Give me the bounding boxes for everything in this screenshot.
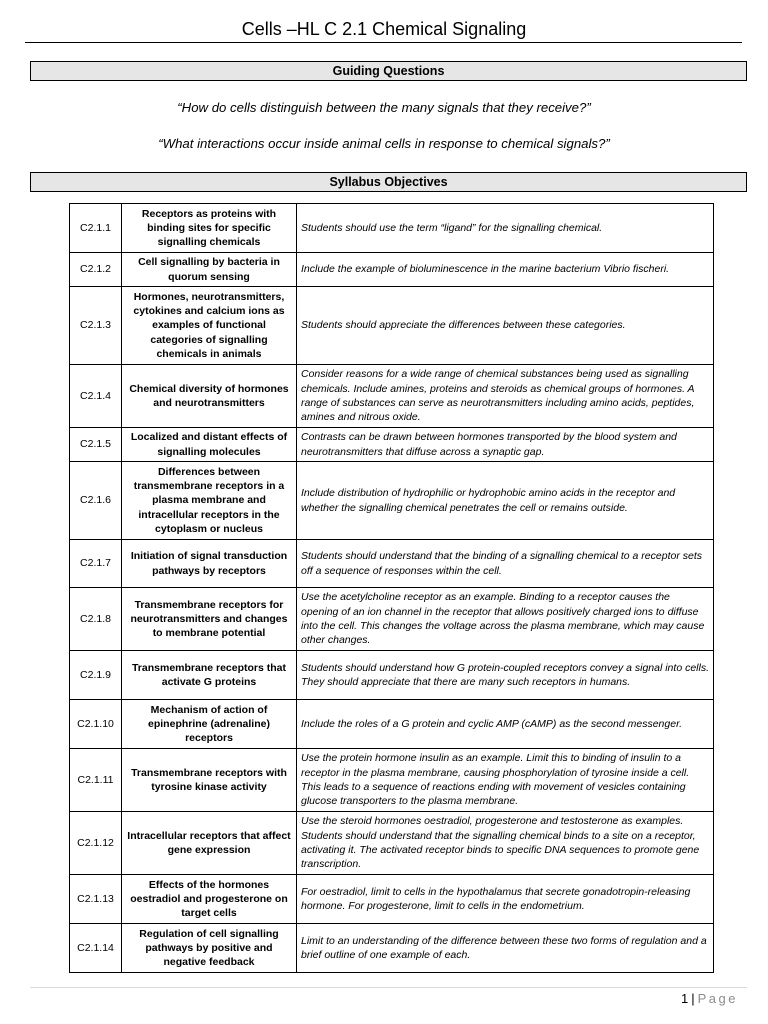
objective-topic: Initiation of signal transduction pathways by receptors bbox=[122, 540, 297, 588]
table-row bbox=[70, 204, 714, 253]
table-row bbox=[70, 875, 714, 924]
objective-code: C2.1.1 bbox=[70, 204, 122, 253]
objective-guidance: Use the protein hormone insulin as an example. Limit this to binding of insulin to a receptor in the plasma membrane, causing phosphorylation of tyrosine inside a cell. This leads to a sequence of reactions ending with movement of vesicles containing glucose transporters to the plasma membrane. bbox=[297, 749, 714, 812]
objective-topic: Regulation of cell signalling pathways by positive and negative feedback bbox=[122, 924, 297, 973]
document-title: Cells –HL C 2.1 Chemical Signaling bbox=[241, 19, 527, 39]
objective-topic: Chemical diversity of hormones and neurotransmitters bbox=[122, 365, 297, 428]
objective-topic: Hormones, neurotransmitters, cytokines and calcium ions as examples of functional categories of signalling chemicals in animals bbox=[122, 287, 297, 365]
objective-guidance: Contrasts can be drawn between hormones transported by the blood system and neurotransmitters that diffuse across a synaptic gap. bbox=[297, 428, 714, 462]
objective-code: C2.1.6 bbox=[70, 462, 122, 540]
objective-code: C2.1.11 bbox=[70, 749, 122, 812]
objective-guidance: Consider reasons for a wide range of chemical substances being used as signalling chemicals. Include amines, proteins and steroids as chemical groups of hormones. A range of substances can serve as neurotransmitters including amino acids, peptides, amines and nitrous oxide. bbox=[297, 365, 714, 428]
objective-guidance: Students should understand that the binding of a signalling chemical to a receptor sets off a sequence of responses within the cell. bbox=[297, 540, 714, 588]
objective-code: C2.1.10 bbox=[70, 700, 122, 749]
objective-topic: Mechanism of action of epinephrine (adrenaline) receptors bbox=[122, 700, 297, 749]
objective-topic: Receptors as proteins with binding sites for specific signalling chemicals bbox=[122, 204, 297, 253]
objective-topic: Differences between transmembrane receptors in a plasma membrane and intracellular receptors in the cytoplasm or nucleus bbox=[122, 462, 297, 540]
objective-guidance: For oestradiol, limit to cells in the hypothalamus that secrete gonadotropin-releasing hormone. For progesterone, limit to cells in the endometrium. bbox=[297, 875, 714, 924]
footer-separator: | bbox=[691, 991, 695, 1006]
table-row bbox=[70, 588, 714, 651]
objective-guidance: Use the steroid hormones oestradiol, progesterone and testosterone as examples. Students should understand that the signalling chemical binds to a site on a receptor, activating it. The activated receptor binds to specific DNA sequences to promote gene transcription. bbox=[297, 812, 714, 875]
objective-topic: Transmembrane receptors that activate G proteins bbox=[122, 651, 297, 700]
objective-code: C2.1.9 bbox=[70, 651, 122, 700]
objective-guidance: Students should use the term “ligand” for the signalling chemical. bbox=[297, 204, 714, 253]
title-divider bbox=[25, 42, 742, 43]
objective-guidance: Include the example of bioluminescence in the marine bacterium Vibrio fischeri. bbox=[297, 253, 714, 287]
objective-guidance: Students should understand how G protein-coupled receptors convey a signal into cells. They should appreciate that there are many such receptors in humans. bbox=[297, 651, 714, 700]
objective-code: C2.1.14 bbox=[70, 924, 122, 973]
page-footer bbox=[681, 990, 738, 1008]
syllabus-objectives-heading: Syllabus Objectives bbox=[30, 172, 747, 192]
table-row bbox=[70, 924, 714, 973]
footer-divider bbox=[30, 987, 747, 988]
objective-code: C2.1.4 bbox=[70, 365, 122, 428]
objective-code: C2.1.2 bbox=[70, 253, 122, 287]
objective-code: C2.1.8 bbox=[70, 588, 122, 651]
objective-topic: Effects of the hormones oestradiol and progesterone on target cells bbox=[122, 875, 297, 924]
table-row bbox=[70, 428, 714, 462]
syllabus-objectives-table bbox=[69, 203, 714, 973]
table-row bbox=[70, 651, 714, 700]
objective-guidance: Use the acetylcholine receptor as an example. Binding to a receptor causes the opening of an ion channel in the receptor that allows positively charged ions to diffuse into the cell. This changes the voltage across the plasma membrane, which may cause other changes. bbox=[297, 588, 714, 651]
table-row bbox=[70, 749, 714, 812]
objective-guidance: Include distribution of hydrophilic or hydrophobic amino acids in the receptor and whether the signalling chemical penetrates the cell or remains outside. bbox=[297, 462, 714, 540]
table-row bbox=[70, 462, 714, 540]
guiding-question-2: “What interactions occur inside animal cells in response to chemical signals?” bbox=[158, 136, 610, 151]
objective-topic: Transmembrane receptors with tyrosine kinase activity bbox=[122, 749, 297, 812]
objective-topic: Intracellular receptors that affect gene expression bbox=[122, 812, 297, 875]
objective-guidance: Limit to an understanding of the difference between these two forms of regulation and a brief outline of one example of each. bbox=[297, 924, 714, 973]
objective-code: C2.1.3 bbox=[70, 287, 122, 365]
table-row bbox=[70, 365, 714, 428]
objective-code: C2.1.7 bbox=[70, 540, 122, 588]
guiding-question-1: “How do cells distinguish between the many signals that they receive?” bbox=[177, 100, 591, 115]
table-row bbox=[70, 253, 714, 287]
objective-code: C2.1.13 bbox=[70, 875, 122, 924]
table-row bbox=[70, 287, 714, 365]
objective-guidance: Students should appreciate the differences between these categories. bbox=[297, 287, 714, 365]
objective-topic: Cell signalling by bacteria in quorum sensing bbox=[122, 253, 297, 287]
page-number: 1 bbox=[681, 991, 689, 1006]
objective-guidance: Include the roles of a G protein and cyclic AMP (cAMP) as the second messenger. bbox=[297, 700, 714, 749]
guiding-questions-heading: Guiding Questions bbox=[30, 61, 747, 81]
objective-code: C2.1.5 bbox=[70, 428, 122, 462]
table-row bbox=[70, 540, 714, 588]
table-row bbox=[70, 812, 714, 875]
objective-topic: Localized and distant effects of signalling molecules bbox=[122, 428, 297, 462]
page-label: Page bbox=[697, 991, 738, 1006]
table-row bbox=[70, 700, 714, 749]
objective-topic: Transmembrane receptors for neurotransmitters and changes to membrane potential bbox=[122, 588, 297, 651]
objective-code: C2.1.12 bbox=[70, 812, 122, 875]
